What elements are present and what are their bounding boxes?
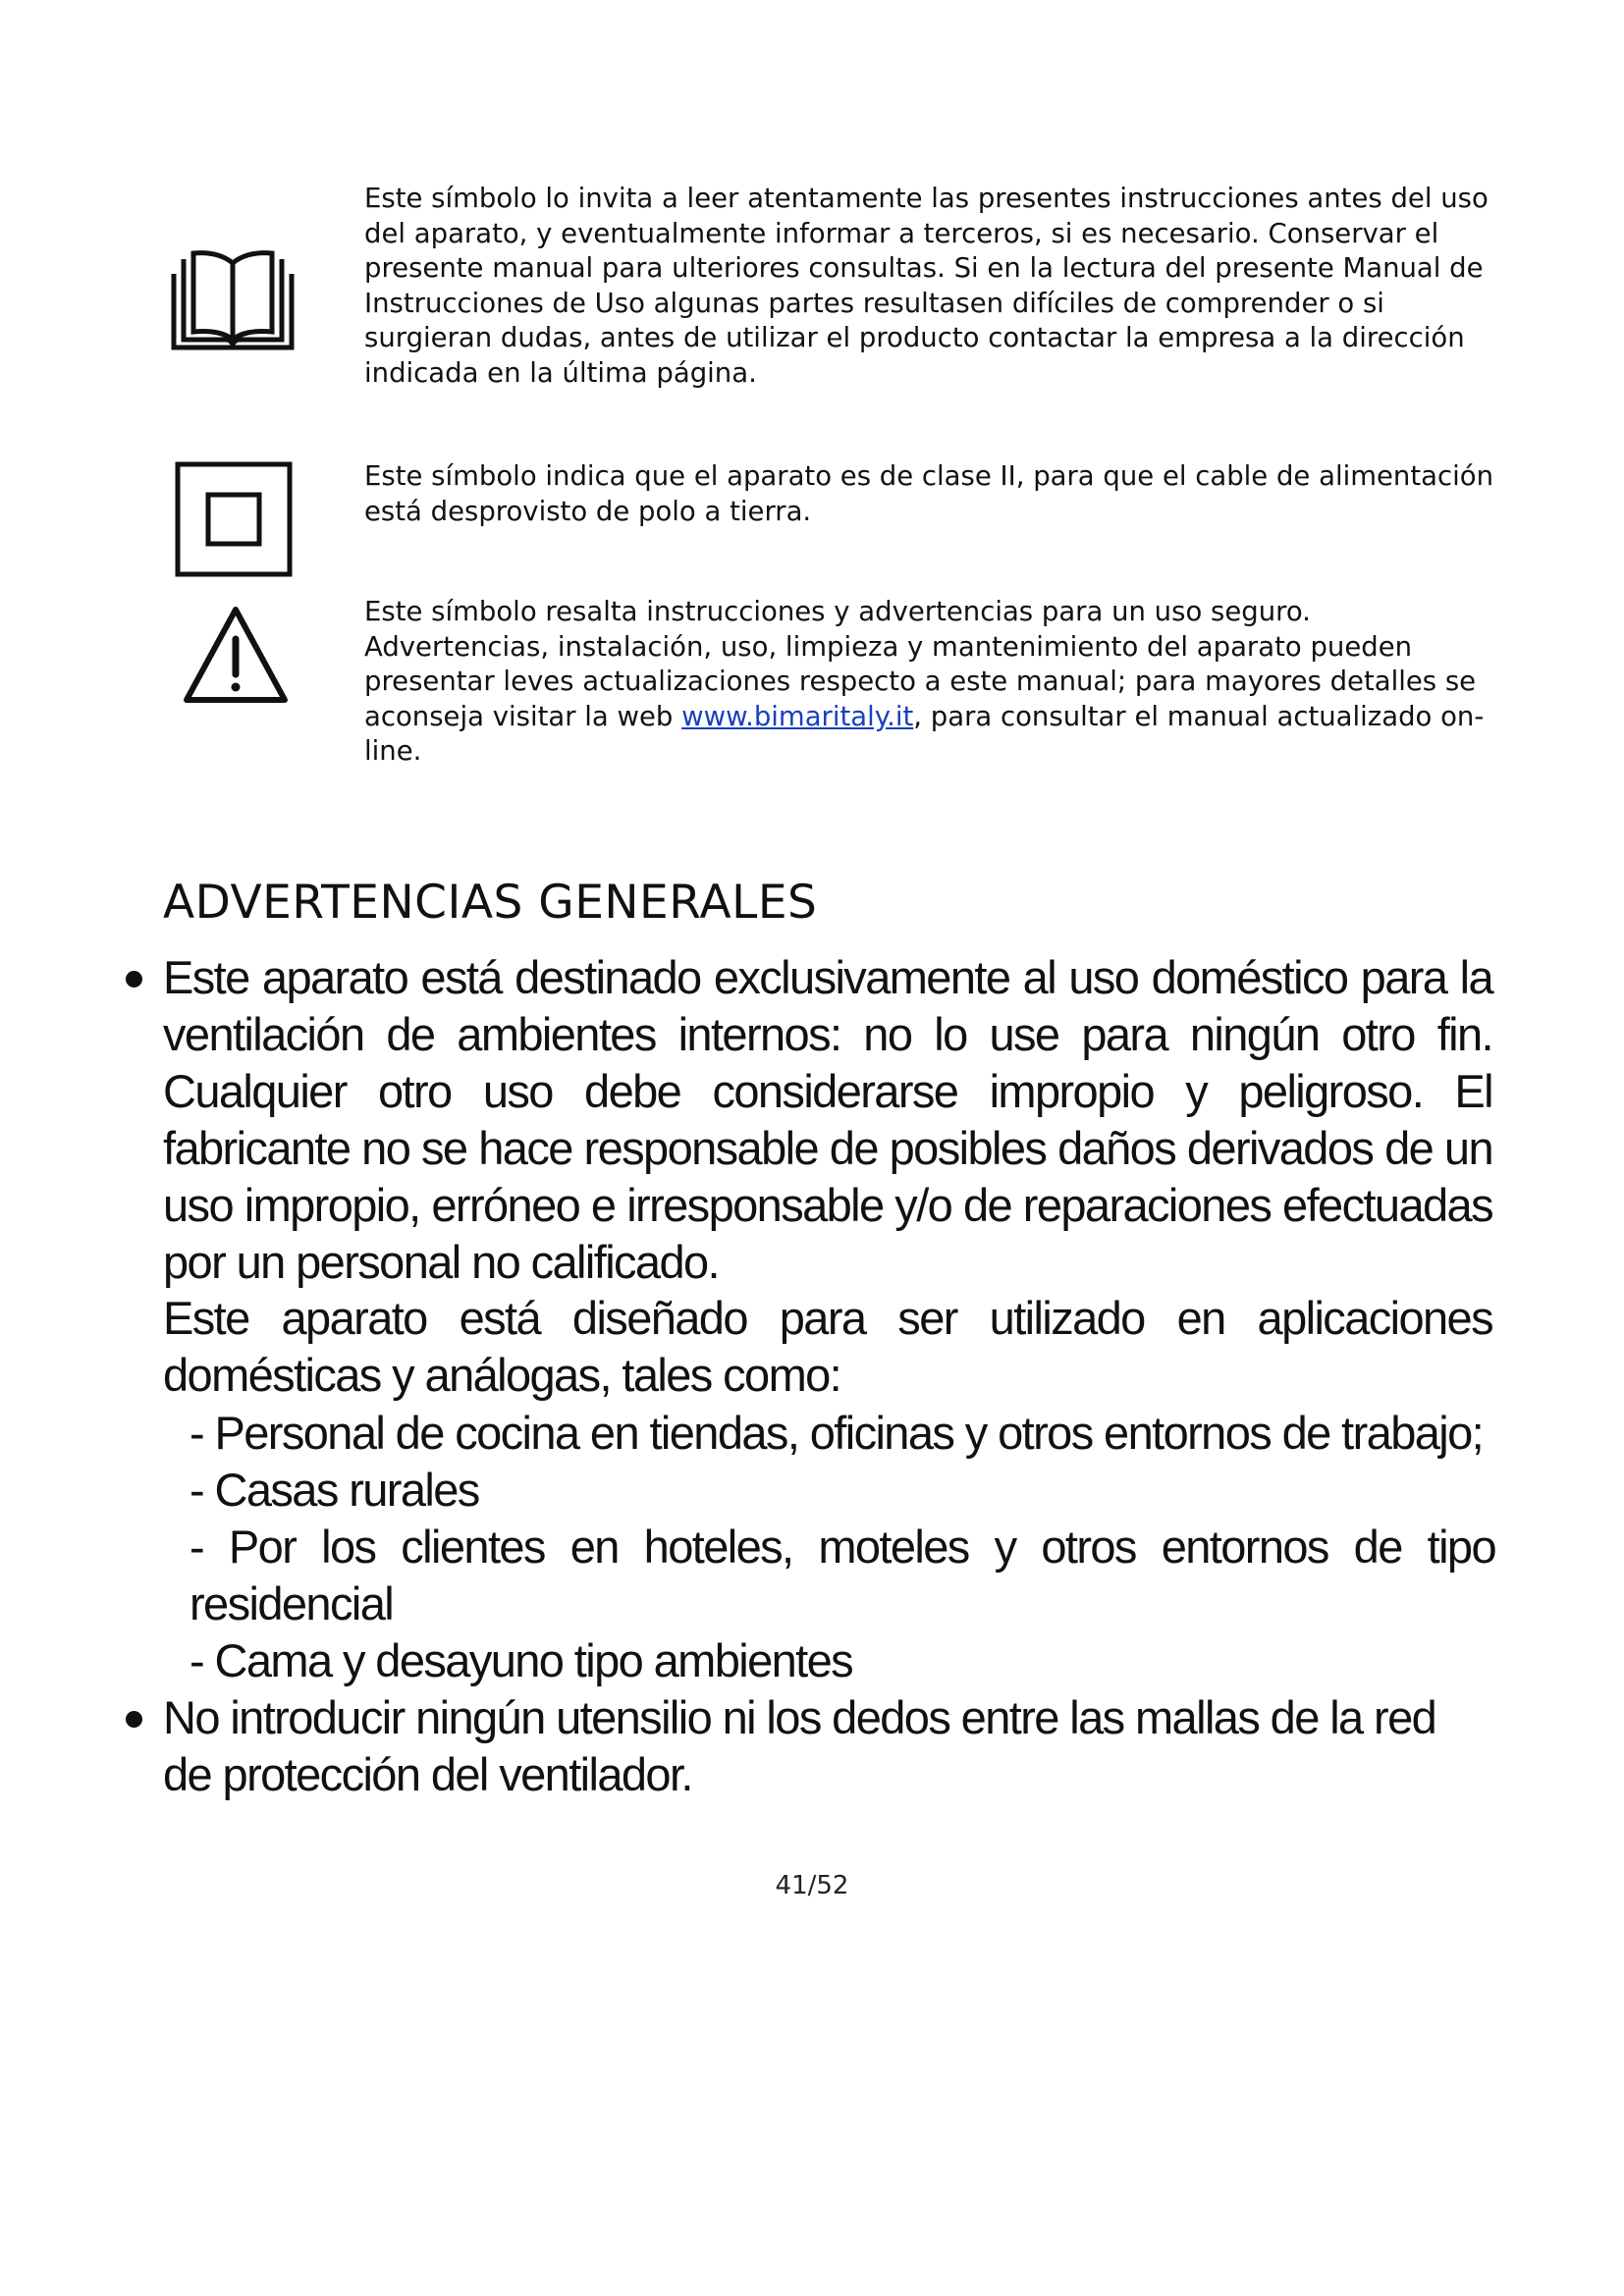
bullet1-paragraph: Este aparato está destinado exclusivamente al uso doméstico para la ventilación de ambientes internos: no lo use para ningún otro fin. Cualquier otro uso debe considerarse impropio y peligroso. El fabricante no se hace responsable de posibles daños derivados de un uso impropio, erróneo e irresponsable y/o de reparaciones efectuadas por un personal no calificado.: [163, 951, 1492, 1288]
section-heading: ADVERTENCIAS GENERALES: [163, 876, 818, 930]
warning-triangle-icon: [181, 604, 291, 706]
class-ii-double-square-icon: [175, 461, 293, 577]
page-number: 41/52: [775, 1871, 849, 1900]
warning-text-before: Este símbolo resalta instrucciones y advertencias para un uso seguro. Advertencias, instalación, uso, limpieza y mantenimiento del aparato pueden presentar leves actualizaciones respecto a este manual; para mayores detalles se aconseja visitar la web: [364, 596, 1477, 732]
list-item: - Personal de cocina en tiendas, oficinas y otros entornos de trabajo;: [189, 1407, 1484, 1459]
bullet2-paragraph: No introducir ningún utensilio ni los dedos entre las mallas de la red de protección del ventilador.: [163, 1691, 1436, 1800]
bullet-icon: [126, 1711, 142, 1728]
warning-symbol-description: [364, 595, 1493, 770]
book-icon: [169, 249, 297, 351]
list-item: - Por los clientes en hoteles, moteles y otros entornos de tipo residencial: [189, 1521, 1495, 1629]
list-item: - Casas rurales: [189, 1464, 479, 1516]
list-item: - Cama y desayuno tipo ambientes: [189, 1634, 853, 1686]
warning-text-after: , para consultar el manual actualizado on-line.: [364, 700, 1485, 767]
bimar-website-link[interactable]: www.bimaritaly.it: [681, 700, 914, 732]
class-ii-symbol-description: Este símbolo indica que el aparato es de clase II, para que el cable de alimentación está desprovisto de polo a tierra.: [364, 460, 1494, 527]
bullet-icon: [126, 971, 142, 988]
bullet1-paragraph-2: Este aparato está diseñado para ser utilizado en aplicaciones domésticas y análogas, tales como:: [163, 1292, 1492, 1401]
book-symbol-description: Este símbolo lo invita a leer atentamente las presentes instrucciones antes del uso del aparato, y eventualmente informar a terceros, si es necesario. Conservar el presente manual para ulteriores consultas. Si en la lectura del presente Manual de Instrucciones de Uso algunas partes resultasen difíciles de comprender o si surgieran dudas, antes de utilizar el producto contactar la empresa a la dirección indicada en la última página.: [364, 183, 1489, 389]
